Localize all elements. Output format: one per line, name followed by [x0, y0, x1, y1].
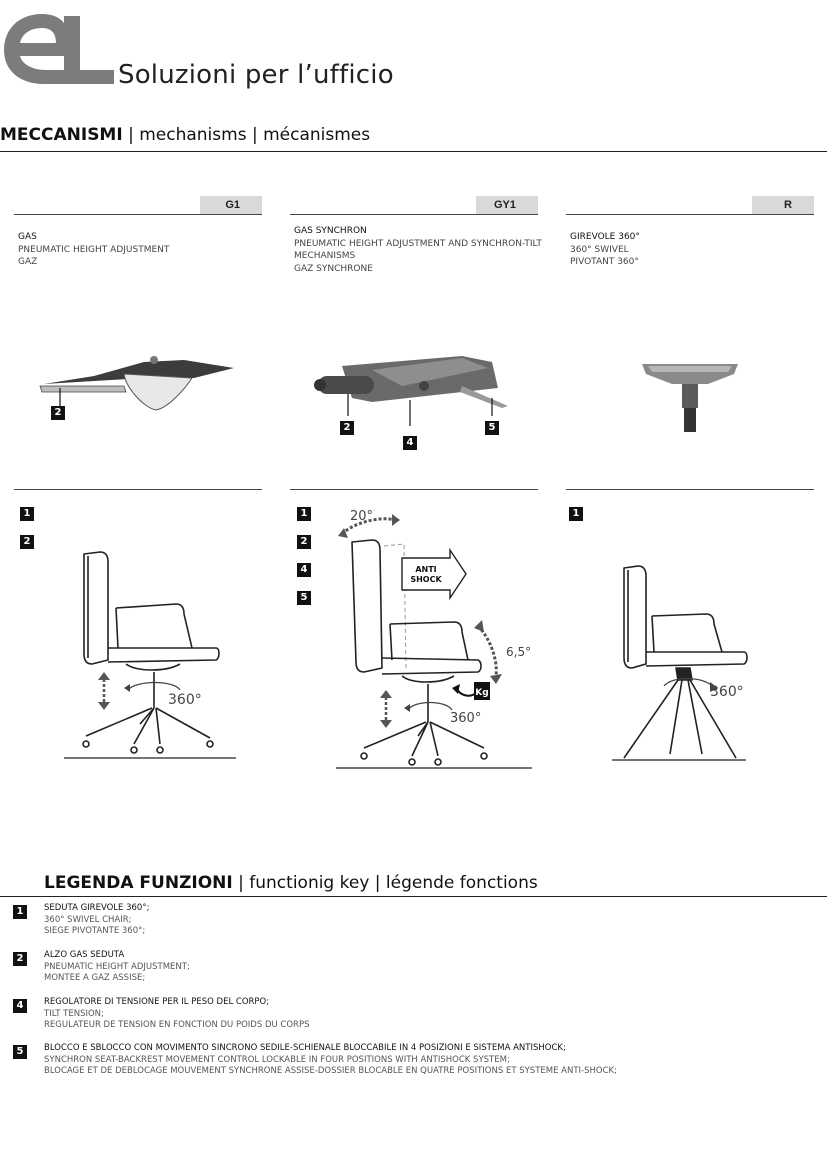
- mechanism-badge: 4: [403, 436, 417, 450]
- desc-gy1: [294, 225, 542, 275]
- desc-line: PNEUMATIC HEIGHT ADJUSTMENT: [18, 244, 170, 255]
- section-rule: [0, 151, 827, 152]
- col-rule-gy1: [290, 214, 538, 215]
- legend-item-line: 360° SWIVEL CHAIR;: [44, 914, 132, 925]
- legend-item-line: SIEGE PIVOTANTE 360°;: [44, 926, 146, 936]
- chair-r-illustration: [606, 560, 752, 764]
- col-rule-lower-r: [566, 489, 814, 490]
- function-badge: 1: [20, 507, 34, 521]
- desc-title: GAS SYNCHRON: [294, 226, 367, 236]
- function-badge: 4: [297, 563, 311, 577]
- function-badge: 2: [20, 535, 34, 549]
- angle-seat-label: 6,5°: [506, 645, 532, 659]
- legend-item-line: TILT TENSION;: [44, 1008, 104, 1019]
- legend-item: [44, 997, 309, 1032]
- legend-item-line: BLOCAGE ET DE DEBLOCAGE MOUVEMENT SYNCHRONE ASSISE-DOSSIER BLOCABLE EN QUATRE POSITIONS ET SYSTEME ANTI-SHOCK;: [44, 1066, 617, 1076]
- legend-rule: [0, 896, 827, 897]
- legend-title-bold: LEGENDA FUNZIONI: [44, 873, 233, 893]
- chair-gy1-illustration: [328, 500, 540, 770]
- function-badge: 2: [297, 535, 311, 549]
- desc-line: GAZ: [18, 257, 38, 267]
- angle-back-label: 20°: [350, 509, 374, 524]
- weight-label: Kg: [475, 688, 489, 698]
- desc-line: PIVOTANT 360°: [570, 257, 639, 267]
- col-rule-lower-g1: [14, 489, 262, 490]
- legend-item-title: REGOLATORE DI TENSIONE PER IL PESO DEL CORPO;: [44, 997, 270, 1007]
- brand-tagline: Soluzioni per l’ufficio: [118, 60, 394, 90]
- desc-line: PNEUMATIC HEIGHT ADJUSTMENT AND SYNCHRON-TILT: [294, 238, 542, 249]
- legend-item-title: SEDUTA GIREVOLE 360°;: [44, 903, 150, 913]
- function-badge: 1: [297, 507, 311, 521]
- rotation-label-r: 360°: [710, 684, 744, 700]
- desc-title: GIREVOLE 360°: [570, 232, 640, 242]
- mechanism-badge: 2: [51, 406, 65, 420]
- legend-item-title: BLOCCO E SBLOCCO CON MOVIMENTO SINCRONO SEDILE-SCHIENALE BLOCCABILE IN 4 POSIZIONI E SISTEMA ANTISHOCK;: [44, 1043, 566, 1053]
- synchron-mechanism-illustration: [312, 346, 512, 426]
- legend-item-line: MONTEE A GAZ ASSISE;: [44, 973, 146, 983]
- section-title: [0, 125, 370, 145]
- mechanism-badge: 5: [485, 421, 499, 435]
- legend-badge: 1: [13, 905, 27, 919]
- legend-title: [44, 873, 538, 893]
- legend-item: [44, 1043, 617, 1078]
- legend-item-line: PNEUMATIC HEIGHT ADJUSTMENT;: [44, 961, 190, 972]
- code-bar-gy1: GY1: [476, 196, 538, 214]
- section-title-bold: MECCANISMI: [0, 125, 123, 145]
- col-rule-g1: [14, 214, 262, 215]
- function-badge: 5: [297, 591, 311, 605]
- section-title-rest: | mechanisms | mécanismes: [122, 125, 371, 145]
- col-rule-r: [566, 214, 814, 215]
- mechanism-badge: 2: [340, 421, 354, 435]
- legend-item-line: REGULATEUR DE TENSION EN FONCTION DU POIDS DU CORPS: [44, 1020, 310, 1030]
- code-bar-r: R: [752, 196, 814, 214]
- legend-badge: 5: [13, 1045, 27, 1059]
- rotation-label-gy1: 360°: [450, 711, 482, 726]
- code-bar-g1: G1: [200, 196, 262, 214]
- legend-item-line: SYNCHRON SEAT-BACKREST MOVEMENT CONTROL LOCKABLE IN FOUR POSITIONS WITH ANTISHOCK SYSTEM;: [44, 1054, 510, 1065]
- col-rule-lower-gy1: [290, 489, 538, 490]
- antishock-label-2: SHOCK: [410, 575, 442, 584]
- function-badge: 1: [569, 507, 583, 521]
- desc-line: GAZ SYNCHRONE: [294, 263, 373, 274]
- rotation-label-g1: 360°: [168, 692, 202, 708]
- desc-line: 360° SWIVEL: [570, 244, 629, 255]
- legend-item: [44, 903, 149, 938]
- legend-badge: 4: [13, 999, 27, 1013]
- swivel-plate-illustration: [638, 358, 742, 432]
- legend-title-rest: | functionig key | légende fonctions: [232, 873, 538, 893]
- legend-item-title: ALZO GAS SEDUTA: [44, 950, 125, 960]
- desc-g1: [18, 231, 169, 269]
- el-logo: [4, 10, 114, 86]
- legend-badge: 2: [13, 952, 27, 966]
- desc-title: GAS: [18, 232, 37, 242]
- desc-line: MECHANISMS: [294, 251, 356, 261]
- chair-g1-illustration: [56, 548, 242, 760]
- legend-item: [44, 950, 190, 985]
- desc-r: [570, 231, 640, 269]
- antishock-label-1: ANTI: [415, 565, 437, 574]
